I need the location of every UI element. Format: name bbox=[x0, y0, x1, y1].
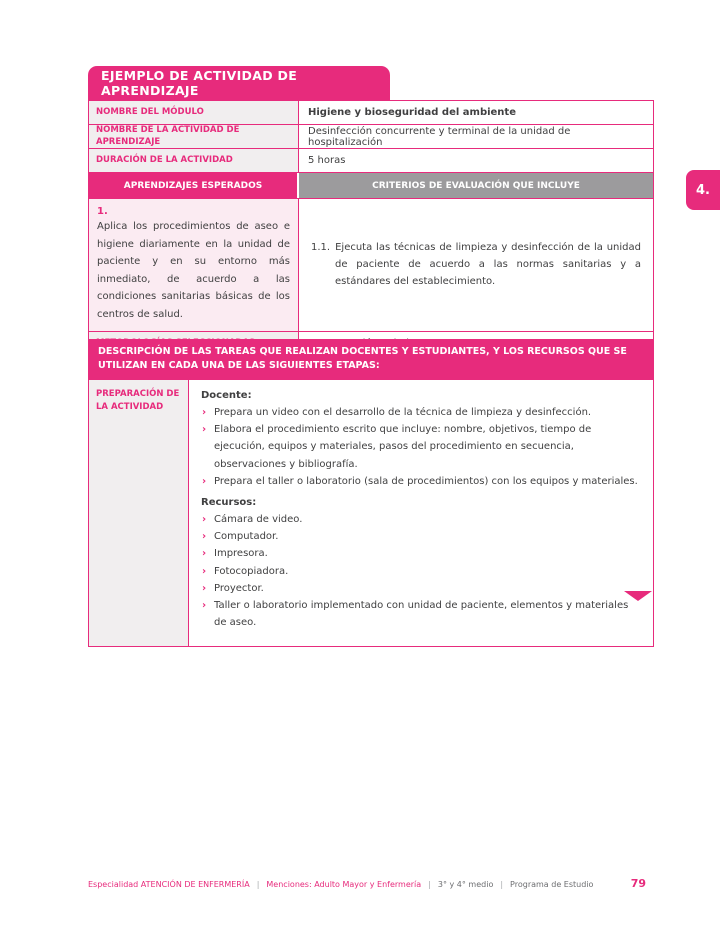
chevron-bullet-icon: › bbox=[202, 548, 207, 560]
expected-learning-header: APRENDIZAJES ESPERADOS bbox=[89, 173, 299, 198]
list-item-text: Impresora. bbox=[214, 548, 268, 560]
criteria-text: Ejecuta las técnicas de limpieza y desinfección de la unidad de paciente de acuerdo a las normas sanitarias y a estándares del establecimiento. bbox=[335, 242, 641, 288]
list-item-text: Prepara el taller o laboratorio (sala de procedimientos) con los equipos y materiales. bbox=[214, 475, 638, 487]
preparation-label: PREPARACIÓN DE LA ACTIVIDAD bbox=[89, 380, 189, 646]
activity-info-table bbox=[88, 100, 654, 356]
page-title bbox=[88, 66, 390, 100]
footer-separator: | bbox=[256, 880, 260, 889]
continuation-arrow-icon bbox=[624, 591, 652, 601]
module-name-value: Higiene y bioseguridad del ambiente bbox=[308, 107, 516, 118]
table-row bbox=[89, 101, 653, 125]
table-header-row bbox=[89, 173, 653, 199]
list-item bbox=[201, 511, 641, 528]
chevron-bullet-icon: › bbox=[202, 565, 207, 577]
footer-separator: | bbox=[428, 880, 431, 889]
list-item-text: Elabora el procedimiento escrito que incluye: nombre, objetivos, tiempo de ejecución, equipos y materiales, pasos del procedimiento en secuencia, observaciones y bibliografía. bbox=[214, 424, 592, 470]
page-title-text: EJEMPLO DE ACTIVIDAD DE APRENDIZAJE bbox=[101, 68, 298, 98]
list-item-text: Prepara un video con el desarrollo de la técnica de limpieza y desinfección. bbox=[214, 407, 592, 418]
expected-learning-number: 1. bbox=[97, 206, 108, 217]
chevron-bullet-icon: › bbox=[202, 407, 207, 418]
list-item-text: Cámara de video. bbox=[214, 513, 303, 525]
duration-label: DURACIÓN DE LA ACTIVIDAD bbox=[89, 149, 299, 172]
table-row bbox=[89, 149, 653, 173]
list-item bbox=[201, 528, 641, 545]
docente-list bbox=[201, 404, 641, 490]
list-item-text: Computador. bbox=[214, 531, 279, 543]
chevron-bullet-icon: › bbox=[202, 513, 207, 525]
list-item bbox=[201, 563, 641, 580]
docente-heading: Docente: bbox=[201, 390, 252, 401]
expected-learning-text: Aplica los procedimientos de aseo e higiene diariamente en la unidad de paciente y en su entorno más inmediato, de acuerdo a las condiciones sanitarias básicas de los centros de salud. bbox=[97, 221, 290, 320]
footer-specialty: Especialidad ATENCIÓN DE ENFERMERÍA bbox=[88, 880, 250, 889]
description-banner: DESCRIPCIÓN DE LAS TAREAS QUE REALIZAN DOCENTES Y ESTUDIANTES, Y LOS RECURSOS QUE SE UTILIZAN EN CADA UNA DE LAS SIGUIENTES ETAPAS: bbox=[88, 339, 654, 380]
list-item bbox=[201, 597, 641, 631]
footer-separator: | bbox=[500, 880, 504, 889]
recursos-list bbox=[201, 511, 641, 631]
chapter-tab: 4. bbox=[686, 170, 720, 210]
module-name-label: NOMBRE DEL MÓDULO bbox=[89, 101, 299, 124]
criteria-number: 1.1. bbox=[311, 242, 331, 254]
list-item bbox=[201, 580, 641, 597]
list-item-text: Taller o laboratorio implementado con unidad de paciente, elementos y materiales de aseo. bbox=[214, 599, 629, 629]
list-item-text: Fotocopiadora. bbox=[214, 565, 289, 577]
list-item bbox=[201, 473, 641, 490]
page-number: 79 bbox=[630, 877, 646, 890]
table-row bbox=[89, 125, 653, 149]
evaluation-criteria-cell bbox=[299, 199, 653, 331]
chevron-bullet-icon: › bbox=[202, 424, 207, 436]
recursos-heading: Recursos: bbox=[201, 496, 257, 508]
expected-learning-cell bbox=[89, 199, 299, 331]
list-item bbox=[201, 404, 641, 421]
evaluation-criteria-text bbox=[311, 239, 641, 290]
duration-value: 5 horas bbox=[308, 155, 346, 166]
chevron-bullet-icon: › bbox=[202, 582, 207, 594]
page-footer bbox=[88, 877, 654, 890]
footer-program: Programa de Estudio bbox=[510, 880, 594, 889]
preparation-table bbox=[88, 379, 654, 647]
list-item-text: Proyector. bbox=[214, 582, 264, 594]
chevron-bullet-icon: › bbox=[202, 531, 207, 543]
footer-mentions: Menciones: Adulto Mayor y Enfermería bbox=[266, 880, 422, 889]
footer-grade: 3° y 4° medio bbox=[437, 880, 494, 889]
preparation-content bbox=[189, 380, 653, 646]
activity-name-value: Desinfección concurrente y terminal de la unidad de hospitalización bbox=[308, 125, 571, 148]
list-item bbox=[201, 545, 641, 562]
chevron-bullet-icon: › bbox=[202, 475, 207, 487]
list-item bbox=[201, 421, 641, 473]
table-content-row bbox=[89, 199, 653, 332]
activity-name-label: NOMBRE DE LA ACTIVIDAD DE APRENDIZAJE bbox=[89, 125, 299, 148]
evaluation-criteria-header: CRITERIOS DE EVALUACIÓN QUE INCLUYE bbox=[299, 173, 653, 198]
chevron-bullet-icon: › bbox=[202, 599, 207, 611]
